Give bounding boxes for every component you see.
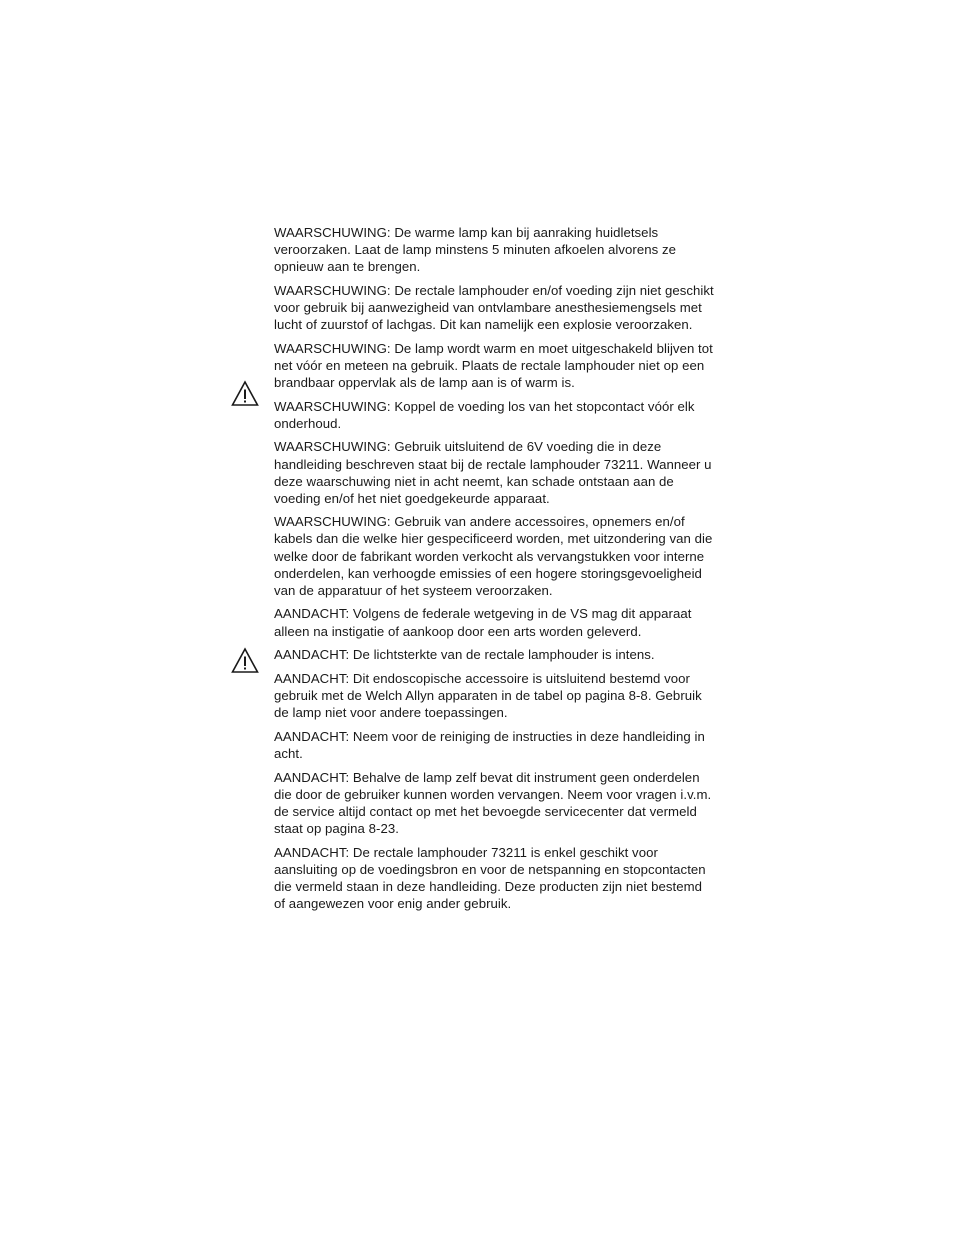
warning-paragraph: WAARSCHUWING: De lamp wordt warm en moet uitgeschakeld blijven tot net vóór en meteen na gebruik. Plaats de rectale lamphouder niet op een brandbaar oppervlak als de lamp aan is of warm is. [274,340,713,390]
caution-paragraph: AANDACHT: Dit endoscopische accessoire is uitsluitend bestemd voor gebruik met de Welch Allyn apparaten in de tabel op pagina 8-8. Gebruik de lamp niet voor andere toepassingen. [274,670,702,721]
caution-paragraph: AANDACHT: Neem voor de reiniging de instructies in deze handleiding in acht. [274,728,705,761]
document-body [274,224,716,919]
caution-paragraph: AANDACHT: De rectale lamphouder 73211 is enkel geschikt voor aansluiting op de voedingsbron en voor de netspanning en stopcontacten die vermeld staan in deze handleiding. Deze producten zijn niet bestemd of aangewezen voor enig ander gebruik. [274,844,706,911]
caution-triangle-icon [231,647,259,674]
warning-paragraph: WAARSCHUWING: De rectale lamphouder en/of voeding zijn niet geschikt voor gebruik bij aanwezigheid van ontvlambare anesthesiemengsels met lucht of zuurstof of lachgas. Dit kan namelijk een explosie veroorzaken. [274,282,714,333]
warnings-section [274,224,716,599]
cautions-section [274,605,716,911]
warning-paragraph: WAARSCHUWING: Koppel de voeding los van het stopcontact vóór elk onderhoud. [274,398,695,431]
warning-triangle-icon [231,380,259,407]
caution-paragraph: AANDACHT: Volgens de federale wetgeving in de VS mag dit apparaat alleen na instigatie of aankoop door een arts worden geleverd. [274,606,692,639]
warning-paragraph: WAARSCHUWING: Gebruik van andere accessoires, opnemers en/of kabels dan die welke hier gespecificeerd worden, met uitzondering van die welke door de fabrikant worden verkocht als vervangstukken voor interne onderdelen, kan verhoogde emissies of een hogere storingsgevoeligheid van de apparatuur of het systeem veroorzaken. [274,514,713,598]
warning-paragraph: WAARSCHUWING: Gebruik uitsluitend de 6V voeding die in deze handleiding beschreven staat bij de rectale lamphouder 73211. Wanneer u deze waarschuwing niet in acht neemt, kan schade ontstaan aan de voeding en/of het niet goedgekeurde apparaat. [274,439,712,506]
caution-paragraph: AANDACHT: Behalve de lamp zelf bevat dit instrument geen onderdelen die door de gebruiker kunnen worden vervangen. Neem voor vragen i.v.m. de service altijd contact op met het bevoegde servicecenter dat vermeld staat op pagina 8-23. [274,769,712,836]
caution-paragraph: AANDACHT: De lichtsterkte van de rectale lamphouder is intens. [274,647,655,663]
warning-paragraph: WAARSCHUWING: De warme lamp kan bij aanraking huidletsels veroorzaken. Laat de lamp minstens 5 minuten afkoelen alvorens ze opnieuw aan te brengen. [274,225,677,275]
